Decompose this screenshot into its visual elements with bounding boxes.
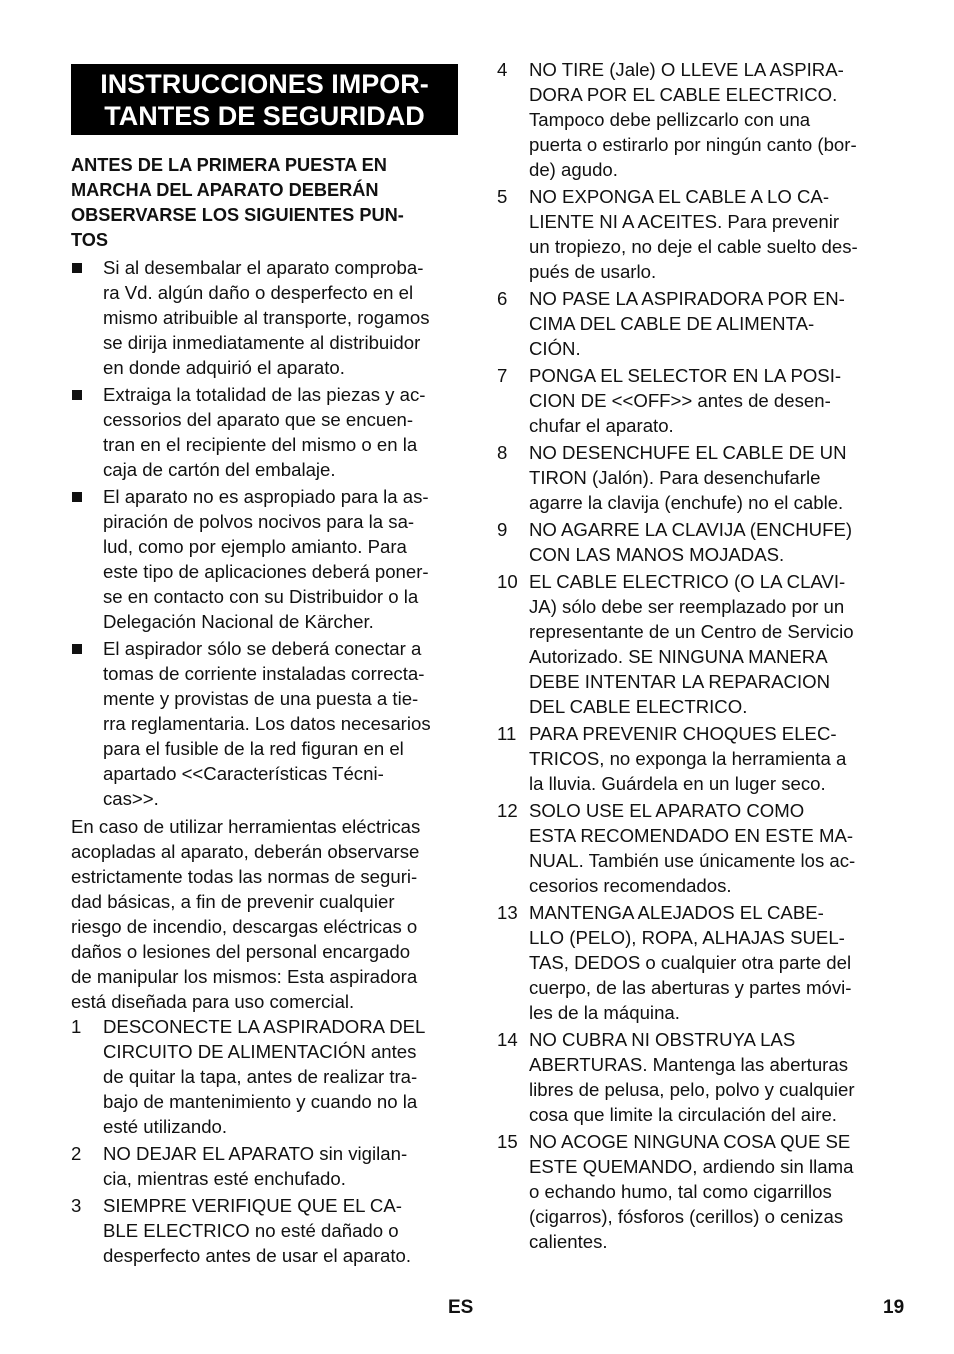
item-text-line: de quitar la tapa, antes de realizar tra- — [103, 1066, 418, 1087]
bullet-text-line: Si al desembalar el aparato comproba- — [103, 257, 424, 278]
numbered-item — [497, 798, 892, 898]
item-text-line: bajo de mantenimiento y cuando no la — [103, 1091, 418, 1112]
item-text-line: libres de pelusa, pelo, polvo y cualquier — [529, 1079, 855, 1100]
item-text-line: LIENTE NI A ACEITES. Para prevenir — [529, 211, 840, 232]
item-text-line: NO TIRE (Jale) O LLEVE LA ASPIRA- — [529, 59, 844, 80]
section-title-line-1: INSTRUCCIONES IMPOR- — [100, 69, 429, 99]
item-number: 12 — [497, 800, 518, 821]
item-text-line: BLE ELECTRICO no esté dañado o — [103, 1220, 399, 1241]
paragraph-line: acopladas al aparato, deberán observarse — [71, 841, 420, 862]
subheading-line: ANTES DE LA PRIMERA PUESTA EN — [71, 155, 387, 175]
bullet-text-line: El aparato no es aspropiado para la as- — [103, 486, 429, 507]
bullet-item — [71, 382, 461, 482]
item-text-line: SOLO USE EL APARATO COMO — [529, 800, 805, 821]
item-text-line: SIEMPRE VERIFIQUE QUE EL CA- — [103, 1195, 402, 1216]
item-text-line: les de la máquina. — [529, 1002, 680, 1023]
numbered-item — [71, 1014, 461, 1139]
item-text-line: desperfecto antes de usar el aparato. — [103, 1245, 412, 1266]
item-number: 6 — [497, 288, 508, 309]
square-bullet-icon — [72, 263, 82, 273]
bullet-text-line: cessorios del aparato que se encuen- — [103, 409, 414, 430]
bullet-item — [71, 636, 461, 811]
square-bullet-icon — [72, 644, 82, 654]
item-text-line: de) agudo. — [529, 159, 618, 180]
paragraph-line: de manipular los mismos: Esta aspiradora — [71, 966, 418, 987]
paragraph-line: estrictamente todas las normas de seguri- — [71, 866, 418, 887]
paragraph-line: está diseñada para uso comercial. — [71, 991, 355, 1012]
item-number: 11 — [497, 723, 517, 744]
numbered-list-left — [71, 1014, 461, 1270]
bullet-text-line: ra Vd. algún daño o desperfecto en el — [103, 282, 414, 303]
item-text-line: esté utilizando. — [103, 1116, 228, 1137]
body-paragraph — [71, 814, 420, 1014]
item-number: 13 — [497, 902, 518, 923]
bullet-text-line: caja de cartón del embalaje. — [103, 459, 336, 480]
item-text-line: pués de usarlo. — [529, 261, 657, 282]
item-text-line: NUAL. También use únicamente los ac- — [529, 850, 856, 871]
item-text-line: DEBE INTENTAR LA REPARACION — [529, 671, 831, 692]
bullet-text-line: El aspirador sólo se deberá conectar a — [103, 638, 422, 659]
item-text-line: cuerpo, de las aberturas y partes móvi- — [529, 977, 852, 998]
numbered-item — [71, 1193, 461, 1268]
numbered-item — [497, 721, 892, 796]
bullet-text-line: en donde adquirió el aparato. — [103, 357, 345, 378]
item-text-line: MANTENGA ALEJADOS EL CABE- — [529, 902, 824, 923]
bullet-text-line: apartado <<Características Técni- — [103, 763, 384, 784]
item-text-line: cesorios recomendados. — [529, 875, 732, 896]
item-number: 9 — [497, 519, 508, 540]
subheading-line: TOS — [71, 230, 109, 250]
bullet-text-line: piración de polvos nocivos para la sa- — [103, 511, 415, 532]
section-title — [71, 64, 458, 135]
item-text-line: representante de un Centro de Servicio — [529, 621, 854, 642]
bullet-text-line: mismo atribuible al transporte, rogamos — [103, 307, 430, 328]
item-text-line: NO EXPONGA EL CABLE A LO CA- — [529, 186, 830, 207]
paragraph-line: En caso de utilizar herramientas eléctricas — [71, 816, 421, 837]
item-text-line: NO CUBRA NI OBSTRUYA LAS — [529, 1029, 796, 1050]
item-text-line: JA) sólo debe ser reemplazado por un — [529, 596, 845, 617]
bullet-text-line: tran en el recipiente del mismo o en la — [103, 434, 418, 455]
square-bullet-icon — [72, 390, 82, 400]
item-text-line: NO ACOGE NINGUNA COSA QUE SE — [529, 1131, 851, 1152]
item-text-line: Autorizado. SE NINGUNA MANERA — [529, 646, 828, 667]
item-text-line: calientes. — [529, 1231, 608, 1252]
square-bullet-icon — [72, 492, 82, 502]
item-text-line: CIMA DEL CABLE DE ALIMENTA- — [529, 313, 815, 334]
item-text-line: cia, mientras esté enchufado. — [103, 1168, 346, 1189]
numbered-item — [497, 440, 892, 515]
item-number: 8 — [497, 442, 508, 463]
item-text-line: agarre la clavija (enchufe) no el cable. — [529, 492, 844, 513]
bullet-text-line: este tipo de aplicaciones deberá poner- — [103, 561, 429, 582]
item-text-line: DESCONECTE LA ASPIRADORA DEL — [103, 1016, 426, 1037]
bullet-text-line: cas>>. — [103, 788, 159, 809]
item-text-line: TIRON (Jalón). Para desenchufarle — [529, 467, 821, 488]
bullet-text-line: se en contacto con su Distribuidor o la — [103, 586, 419, 607]
numbered-item — [71, 1141, 461, 1191]
item-number: 2 — [71, 1143, 82, 1164]
item-text-line: chufar el aparato. — [529, 415, 674, 436]
numbered-item — [497, 286, 892, 361]
bullet-text-line: Delegación Nacional de Kärcher. — [103, 611, 374, 632]
item-number: 3 — [71, 1195, 82, 1216]
item-number: 1 — [71, 1016, 82, 1037]
item-text-line: LLO (PELO), ROPA, ALHAJAS SUEL- — [529, 927, 845, 948]
item-text-line: NO PASE LA ASPIRADORA POR EN- — [529, 288, 845, 309]
item-text-line: ABERTURAS. Mantenga las aberturas — [529, 1054, 848, 1075]
item-text-line: CON LAS MANOS MOJADAS. — [529, 544, 785, 565]
item-text-line: TAS, DEDOS o cualquier otra parte del — [529, 952, 852, 973]
item-number: 4 — [497, 59, 508, 80]
item-text-line: (cigarros), fósforos (cerillos) o cenizas — [529, 1206, 844, 1227]
numbered-list-right — [497, 57, 892, 1256]
bullet-text-line: rra reglamentaria. Los datos necesarios — [103, 713, 431, 734]
item-text-line: puerta o estirarlo por ningún canto (bor- — [529, 134, 857, 155]
item-text-line: Tampoco debe pellizcarlo con una — [529, 109, 811, 130]
subheading — [71, 153, 404, 253]
item-text-line: DORA POR EL CABLE ELECTRICO. — [529, 84, 838, 105]
item-text-line: NO DEJAR EL APARATO sin vigilan- — [103, 1143, 408, 1164]
numbered-item — [497, 1129, 892, 1254]
item-text-line: PARA PREVENIR CHOQUES ELEC- — [529, 723, 837, 744]
numbered-item — [497, 900, 892, 1025]
item-text-line: un tropiezo, no deje el cable suelto des- — [529, 236, 858, 257]
item-number: 15 — [497, 1131, 518, 1152]
item-text-line: ESTE QUEMANDO, ardiendo sin llama — [529, 1156, 854, 1177]
paragraph-line: riesgo de incendio, descargas eléctricas o — [71, 916, 418, 937]
item-text-line: cosa que limite la circulación del aire. — [529, 1104, 837, 1125]
item-text-line: EL CABLE ELECTRICO (O LA CLAVI- — [529, 571, 846, 592]
bullet-text-line: tomas de corriente instaladas correcta- — [103, 663, 425, 684]
item-text-line: DEL CABLE ELECTRICO. — [529, 696, 748, 717]
footer-language: ES — [448, 1297, 474, 1318]
item-number: 10 — [497, 571, 518, 592]
item-text-line: CIÓN. — [529, 338, 581, 359]
item-text-line: CION DE <<OFF>> antes de desen- — [529, 390, 831, 411]
bullet-item — [71, 255, 461, 380]
bullet-text-line: lud, como por ejemplo amianto. Para — [103, 536, 407, 557]
numbered-item — [497, 57, 892, 182]
paragraph-line: dad básicas, a fin de prevenir cualquier — [71, 891, 395, 912]
section-title-line-2: TANTES DE SEGURIDAD — [104, 101, 425, 131]
subheading-line: MARCHA DEL APARATO DEBERÁN — [71, 180, 379, 200]
bullet-text-line: mente y provistas de una puesta a tie- — [103, 688, 419, 709]
item-text-line: PONGA EL SELECTOR EN LA POSI- — [529, 365, 842, 386]
item-text-line: NO DESENCHUFE EL CABLE DE UN — [529, 442, 847, 463]
bullet-text-line: Extraiga la totalidad de las piezas y ac- — [103, 384, 426, 405]
numbered-item — [497, 1027, 892, 1127]
page-number: 19 — [883, 1297, 905, 1318]
item-text-line: o echando humo, tal como cigarrillos — [529, 1181, 832, 1202]
bullet-text-line: para el fusible de la red figuran en el — [103, 738, 404, 759]
item-text-line: TRICOS, no exponga la herramienta a — [529, 748, 847, 769]
item-text-line: NO AGARRE LA CLAVIJA (ENCHUFE) — [529, 519, 853, 540]
numbered-item — [497, 184, 892, 284]
item-number: 5 — [497, 186, 508, 207]
item-text-line: ESTA RECOMENDADO EN ESTE MA- — [529, 825, 854, 846]
item-text-line: CIRCUITO DE ALIMENTACIÓN antes — [103, 1041, 417, 1062]
bullet-list — [71, 255, 461, 813]
paragraph-line: daños o lesiones del personal encargado — [71, 941, 411, 962]
item-number: 14 — [497, 1029, 518, 1050]
numbered-item — [497, 517, 892, 567]
numbered-item — [497, 363, 892, 438]
numbered-item — [497, 569, 892, 719]
item-text-line: la lluvia. Guárdela en un luger seco. — [529, 773, 826, 794]
subheading-line: OBSERVARSE LOS SIGUIENTES PUN- — [71, 205, 404, 225]
item-number: 7 — [497, 365, 508, 386]
bullet-item — [71, 484, 461, 634]
bullet-text-line: se dirija inmediatamente al distribuidor — [103, 332, 421, 353]
